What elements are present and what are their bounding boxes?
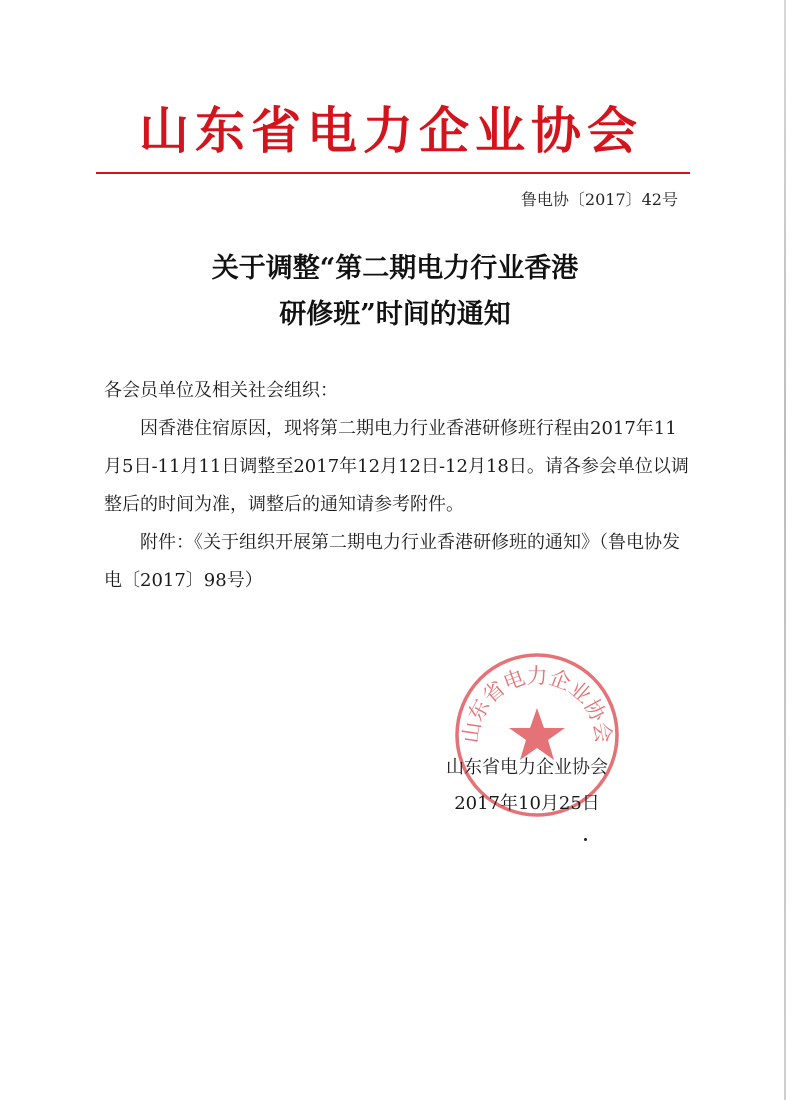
document-number: 鲁电协〔2017〕42号 [520, 190, 678, 209]
letterhead-rule [96, 172, 690, 174]
page-edge [784, 0, 786, 1100]
signature-org: 山东省电力企业协会 [446, 757, 608, 778]
signature-block [432, 750, 622, 822]
svg-text:山东省电力企业协会: 山东省电力企业协会 [458, 663, 616, 745]
document-body [104, 372, 692, 600]
attachment-reference: 附件：《关于组织开展第二期电力行业香港研修班的通知》（鲁电协发电〔2017〕98号） [104, 532, 680, 591]
letterhead-title: 山东省电力企业协会 [139, 102, 643, 160]
document-title-line-1: 关于调整“第二期电力行业香港 [211, 253, 579, 284]
document-title [100, 246, 690, 338]
document-title-line-2: 研修班”时间的通知 [279, 299, 511, 330]
ink-dot [584, 838, 587, 841]
signature-date: 2017年10月25日 [454, 793, 600, 814]
body-paragraph: 因香港住宿原因，现将第二期电力行业香港研修班行程由2017年11月5日-11月11日调整至2017年12月12日-12月18日。请各参会单位以调整后的时间为准，调整后的通知请参考附件。 [104, 418, 689, 515]
salutation: 各会员单位及相关社会组织： [104, 380, 338, 401]
